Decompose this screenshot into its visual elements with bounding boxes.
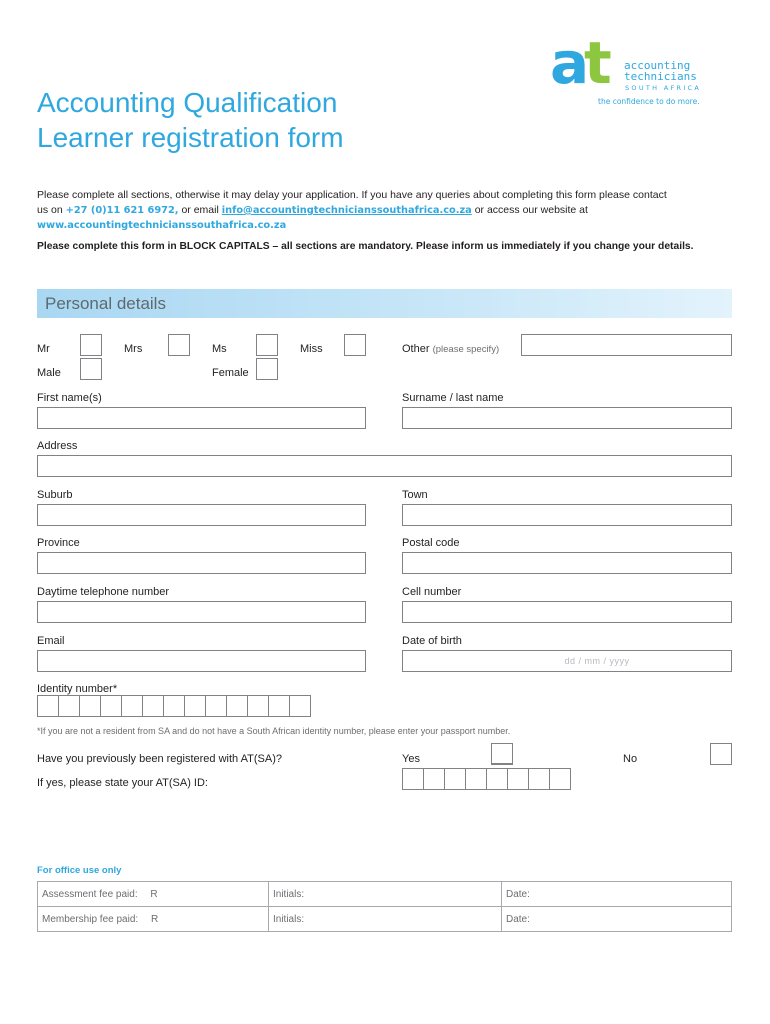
id-digit-box[interactable] [226, 695, 248, 717]
title-line-2: Learner registration form [37, 122, 344, 153]
gender-male-label: Male [37, 367, 61, 379]
province-label: Province [37, 537, 80, 549]
id-number-grid [37, 695, 311, 717]
intro-prefix: us on [37, 204, 63, 216]
dob-input[interactable] [402, 650, 732, 672]
town-input[interactable] [402, 504, 732, 526]
surname-input[interactable] [402, 407, 732, 429]
membership-fee-cell[interactable] [38, 907, 269, 932]
membership-currency: R [150, 913, 159, 925]
province-input[interactable] [37, 552, 366, 574]
atsa-id-digit-box[interactable] [528, 768, 550, 790]
id-digit-box[interactable] [205, 695, 227, 717]
cell-number-label: Cell number [402, 586, 462, 598]
email-input[interactable] [37, 650, 366, 672]
office-use-title: For office use only [37, 865, 122, 876]
id-digit-box[interactable] [79, 695, 101, 717]
intro-line-1: Please complete all sections, otherwise it may delay your application. If you have any queries about completing this form please contact [37, 189, 667, 201]
postal-code-label: Postal code [402, 537, 460, 549]
prev-registered-yes-label: Yes [402, 753, 420, 765]
prev-registered-no-checkbox[interactable] [710, 743, 732, 765]
prev-registered-no-label: No [623, 753, 638, 765]
dob-label: Date of birth [402, 635, 462, 647]
office-row-membership [38, 907, 732, 932]
surname-label: Surname / last name [402, 392, 504, 404]
address-input[interactable] [37, 455, 732, 477]
title-line-1: Accounting Qualification [37, 87, 338, 118]
atsa-id-grid [402, 768, 571, 790]
intro-text [37, 188, 737, 233]
prev-registered-yes-checkbox[interactable] [491, 743, 513, 765]
id-number-label: Identity number* [37, 683, 118, 695]
id-digit-box[interactable] [100, 695, 122, 717]
atsa-id-digit-box[interactable] [423, 768, 445, 790]
id-digit-box[interactable] [142, 695, 164, 717]
address-label: Address [37, 440, 78, 452]
logo-word-technicians: technicians [624, 70, 697, 83]
email-label: Email [37, 635, 65, 647]
other-label-hint: (please specify) [432, 344, 500, 355]
assessment-initials-cell[interactable] [269, 882, 502, 907]
suburb-input[interactable] [37, 504, 366, 526]
intro-suffix: or access our website at [474, 204, 588, 216]
id-digit-box[interactable] [247, 695, 269, 717]
title-option-mr-label: Mr [37, 343, 50, 355]
assessment-date-label: Date: [506, 888, 530, 900]
membership-date-label: Date: [506, 913, 530, 925]
logo-word-accounting: accounting [624, 59, 691, 72]
id-digit-box[interactable] [268, 695, 290, 717]
cell-number-input[interactable] [402, 601, 732, 623]
office-use-table [37, 881, 732, 932]
atsa-id-digit-box[interactable] [486, 768, 508, 790]
section-title: Personal details [45, 294, 166, 313]
id-digit-box[interactable] [121, 695, 143, 717]
id-digit-box[interactable] [58, 695, 80, 717]
assessment-fee-cell[interactable] [38, 882, 269, 907]
daytime-phone-label: Daytime telephone number [37, 586, 170, 598]
atsa-id-digit-box[interactable] [507, 768, 529, 790]
daytime-phone-input[interactable] [37, 601, 366, 623]
gender-female-checkbox[interactable] [256, 358, 278, 380]
intro-mid: or email [181, 204, 219, 216]
title-option-miss-label: Miss [300, 343, 323, 355]
block-capitals-note: Please complete this form in BLOCK CAPITALS – all sections are mandatory. Please inform us immediately if you change your details. [37, 241, 694, 252]
title-option-ms-label: Ms [212, 343, 227, 355]
assessment-currency: R [150, 888, 158, 900]
personal-details-header [37, 289, 732, 318]
atsa-id-label: If yes, please state your AT(SA) ID: [37, 777, 208, 789]
atsa-id-digit-box[interactable] [465, 768, 487, 790]
dob-placeholder: dd / mm / yyyy [564, 656, 630, 666]
membership-fee-label: Membership fee paid: [42, 913, 139, 925]
gender-male-checkbox[interactable] [80, 358, 102, 380]
title-option-mrs-label: Mrs [124, 343, 143, 355]
atsa-id-digit-box[interactable] [402, 768, 424, 790]
title-option-miss-checkbox[interactable] [344, 334, 366, 356]
logo-mark-t: t [584, 29, 612, 97]
suburb-label: Suburb [37, 489, 73, 501]
atsa-id-digit-box[interactable] [549, 768, 571, 790]
postal-code-input[interactable] [402, 552, 732, 574]
town-label: Town [402, 489, 428, 501]
atsa-id-digit-box[interactable] [444, 768, 466, 790]
logo-mark-a: a [550, 29, 590, 97]
page-title [37, 85, 344, 155]
title-option-ms-checkbox[interactable] [256, 334, 278, 356]
gender-female-label: Female [212, 367, 249, 379]
logo-word-south-africa: SOUTH AFRICA [625, 84, 702, 92]
id-digit-box[interactable] [163, 695, 185, 717]
phone-link[interactable]: +27 (0)11 621 6972, [65, 205, 179, 216]
website-link[interactable]: www.accountingtechnicianssouthafrica.co.za [37, 220, 287, 231]
email-link[interactable]: info@accountingtechnicianssouthafrica.co.za [221, 205, 472, 216]
membership-date-cell[interactable] [502, 907, 732, 932]
assessment-fee-label: Assessment fee paid: [42, 888, 138, 900]
title-option-mr-checkbox[interactable] [80, 334, 102, 356]
id-digit-box[interactable] [37, 695, 59, 717]
id-digit-box[interactable] [184, 695, 206, 717]
title-option-mrs-checkbox[interactable] [168, 334, 190, 356]
id-number-note: *If you are not a resident from SA and do not have a South African identity number, please enter your passport number. [37, 726, 511, 736]
prev-registered-question: Have you previously been registered with AT(SA)? [37, 753, 282, 765]
membership-initials-cell[interactable] [269, 907, 502, 932]
membership-initials-label: Initials: [273, 913, 305, 925]
first-name-label: First name(s) [37, 392, 102, 404]
id-digit-box[interactable] [289, 695, 311, 717]
title-other-label [402, 343, 499, 355]
intro-line-2 [37, 203, 737, 218]
logo-tagline: the confidence to do more. [598, 97, 700, 106]
office-row-assessment [38, 882, 732, 907]
assessment-initials-label: Initials: [273, 888, 305, 900]
other-label-text: Other [402, 343, 430, 355]
title-other-input[interactable] [521, 334, 732, 356]
assessment-date-cell[interactable] [502, 882, 732, 907]
first-name-input[interactable] [37, 407, 366, 429]
at-sa-logo [548, 29, 708, 112]
